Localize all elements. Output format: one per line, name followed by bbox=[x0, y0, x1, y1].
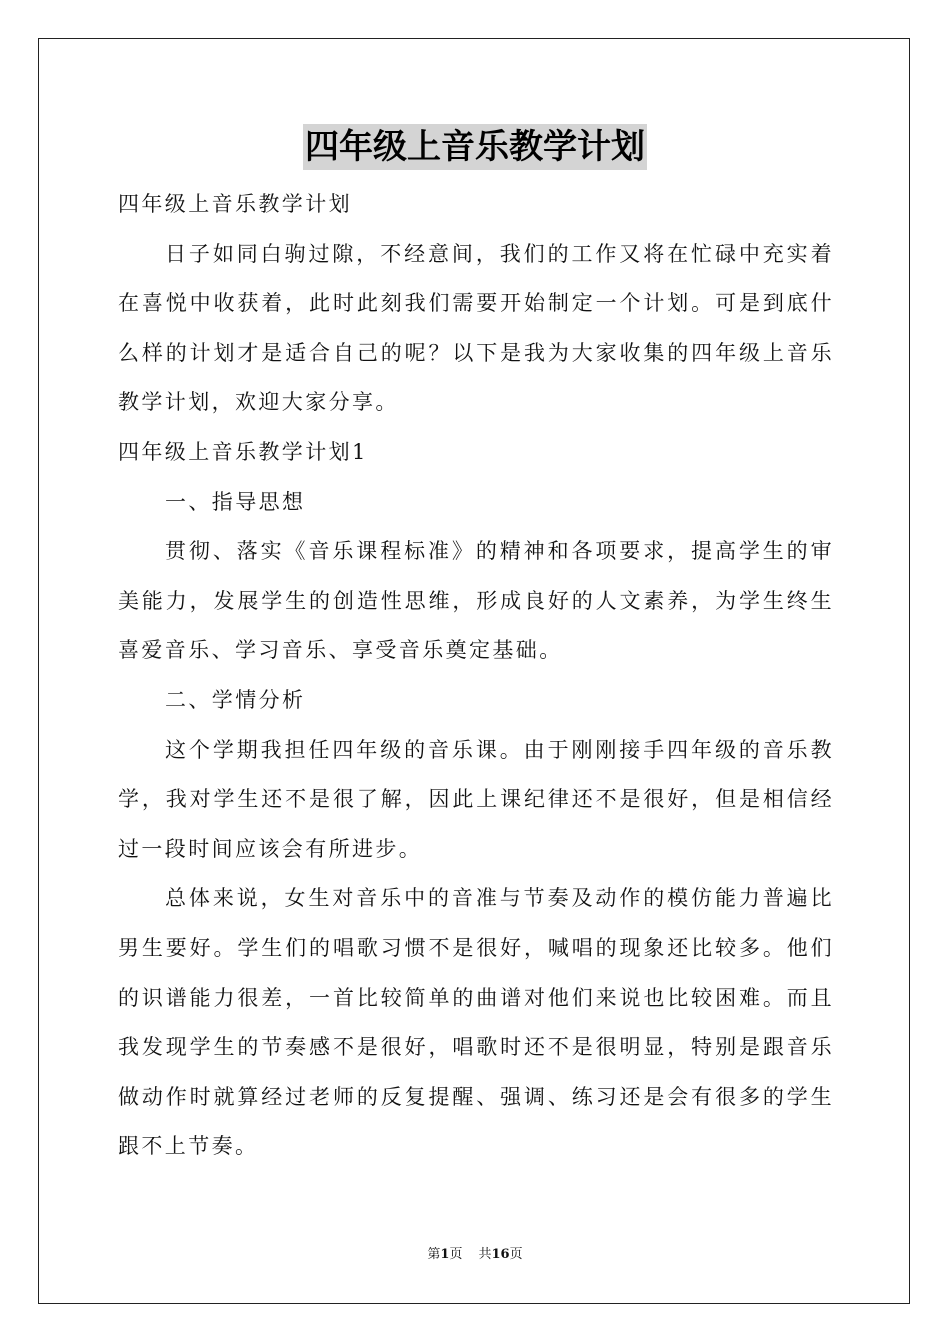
paragraph: 这个学期我担任四年级的音乐课。由于刚刚接手四年级的音乐教学，我对学生还不是很了解，因此上课纪律还不是很好，但是相信经过一段时间应该会有所进步。 bbox=[118, 737, 834, 861]
subsection-heading: 一、指导思想 bbox=[165, 489, 306, 514]
document-body bbox=[118, 180, 834, 1172]
document-title-text: 四年级上音乐教学计划 bbox=[303, 124, 647, 170]
subsection-heading: 二、学情分析 bbox=[165, 687, 306, 712]
total-suffix: 页 bbox=[509, 1247, 523, 1262]
page-number: 1 bbox=[440, 1247, 450, 1262]
page-suffix: 页 bbox=[449, 1247, 463, 1262]
total-pages: 16 bbox=[491, 1247, 510, 1262]
page-footer bbox=[0, 1246, 950, 1264]
paragraph: 总体来说，女生对音乐中的音准与节奏及动作的模仿能力普遍比男生要好。学生们的唱歌习惯不是很好，喊唱的现象还比较多。他们的识谱能力很差，一首比较简单的曲谱对他们来说也比较困难。而且我发现学生的节奏感不是很好，唱歌时还不是很明显，特别是跟音乐做动作时就算经过老师的反复提醒、强调、练习还是会有很多的学生跟不上节奏。 bbox=[118, 886, 834, 1159]
document-title bbox=[0, 124, 950, 170]
total-prefix: 共 bbox=[478, 1247, 492, 1262]
section-heading: 四年级上音乐教学计划1 bbox=[118, 439, 368, 464]
paragraph: 日子如同白驹过隙，不经意间，我们的工作又将在忙碌中充实着在喜悦中收获着，此时此刻我们需要开始制定一个计划。可是到底什么样的计划才是适合自己的呢？以下是我为大家收集的四年级上音乐教学计划，欢迎大家分享。 bbox=[118, 241, 834, 415]
paragraph: 贯彻、落实《音乐课程标准》的精神和各项要求，提高学生的审美能力，发展学生的创造性思维，形成良好的人文素养，为学生终生喜爱音乐、学习音乐、享受音乐奠定基础。 bbox=[118, 539, 834, 663]
paragraph: 四年级上音乐教学计划 bbox=[118, 192, 352, 216]
page-prefix: 第 bbox=[427, 1247, 441, 1262]
